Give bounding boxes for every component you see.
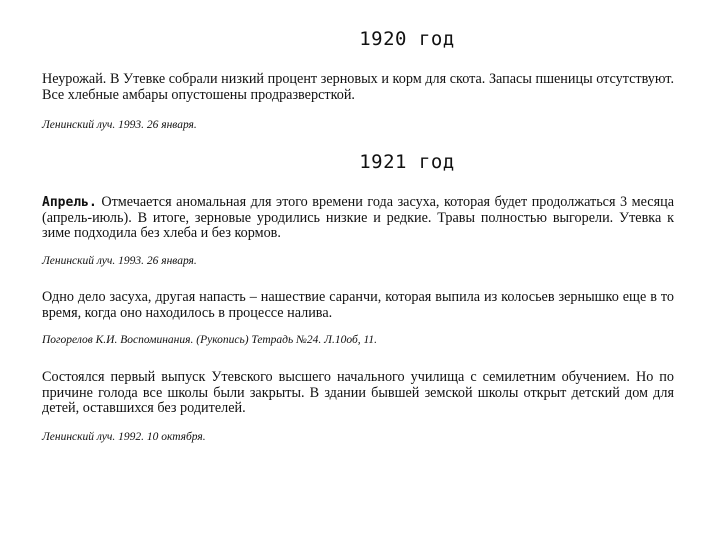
entry-text: Неурожай. В Утевке собрали низкий процент зерновых и корм для скота. Запасы пшеницы отсутствуют. Все хлебные амбары опустошены продразверсткой. bbox=[42, 71, 674, 103]
entry-source: Погорелов К.И. Воспоминания. (Рукопись) Тетрадь №24. Л.10об, 11. bbox=[42, 334, 377, 346]
entry-lead: Апрель. bbox=[42, 195, 97, 210]
entry-body: Отмечается аномальная для этого времени года засуха, которая будет продолжаться 3 месяца (апрель-июль). В итоге, зерновые уродились низкие и редкие. Травы полностью выгорели. Утевка к зиме подходила без хлеба и без кормов. bbox=[42, 194, 674, 241]
entry-source: Ленинский луч. 1993. 26 января. bbox=[42, 255, 197, 267]
year-heading-1921: 1921 год bbox=[359, 151, 455, 173]
entry-text: Одно дело засуха, другая напасть – нашествие саранчи, которая выпила из колосьев зернышко еще в то время, когда оно находилось в процессе налива. bbox=[42, 289, 674, 321]
entry-text bbox=[42, 195, 674, 242]
entry-text: Состоялся первый выпуск Утевского высшего начального училища с семилетним обучением. Но по причине голода все школы были закрыты. В здании бывшей земской школы открыт детский дом для детей, оставшихся без родителей. bbox=[42, 369, 674, 416]
entry-source: Ленинский луч. 1993. 26 января. bbox=[42, 119, 197, 131]
year-heading-1920: 1920 год bbox=[359, 28, 455, 50]
entry-source: Ленинский луч. 1992. 10 октября. bbox=[42, 431, 206, 443]
